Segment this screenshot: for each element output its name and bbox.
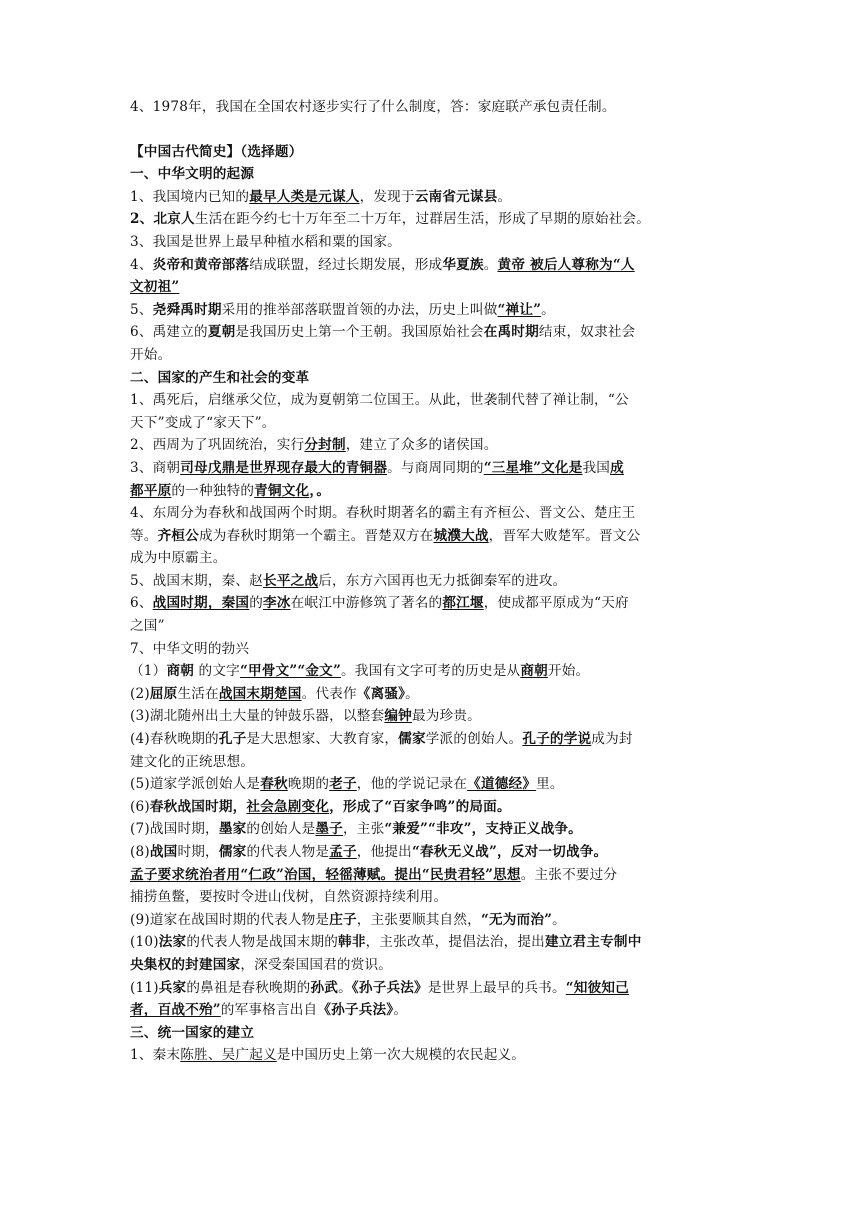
item-mencius: (8)战国时期，儒家的代表人物是孟子，他提出“春秋无义战”，反对一切战争。 bbox=[130, 844, 608, 860]
heading-origins: 一、中华文明的起源 bbox=[130, 166, 255, 183]
section-title: 【中国古代简史】（选择题） bbox=[130, 143, 303, 160]
item-qu-yuan: (2)屈原生活在战国末期楚国。代表作《离骚》。 bbox=[130, 685, 419, 702]
item-dujiangyan: 6、战国时期，秦国的李冰在岷江中游修筑了著名的都江堰，使成都平原成为“天府 bbox=[130, 595, 629, 612]
item-shanrang: 5、尧舜禹时期采用的推举部落联盟首领的办法，历史上叫做“禅让”。 bbox=[130, 301, 555, 318]
item-laozi: (5)道家学派创始人是春秋晚期的老子，他的学说记录在《道德经》里。 bbox=[130, 776, 564, 793]
document-page bbox=[130, 96, 732, 1067]
item-fengjian: 2、西周为了巩固统治，实行分封制，建立了众多的诸侯国。 bbox=[130, 437, 498, 454]
item-changping: 5、战国末期，秦、赵长平之战后，东方六国再也无力抵御秦军的进攻。 bbox=[130, 572, 567, 589]
item-mohism: (7)战国时期，墨家的创始人是墨子，主张“兼爱”“非攻”，支持正义战争。 bbox=[130, 821, 582, 838]
item-xia-dynasty: 6、禹建立的夏朝是我国历史上第一个王朝。我国原始社会在禹时期结束，奴隶社会 bbox=[130, 324, 636, 341]
paragraph-1978-reform: 4、1978年，我国在全国农村逐步实行了什么制度，答：家庭联产承包责任制。 bbox=[130, 99, 616, 115]
item-peking-man: 2、北京人生活在距今约七十万年至二十万年，过群居生活，形成了早期的原始社会。 bbox=[130, 211, 651, 228]
item-eastern-zhou-cont: 等。齐桓公成为春秋时期第一个霸主。晋楚双方在城濮大战，晋军大败楚军。晋文公 bbox=[130, 527, 641, 544]
heading-unification: 三、统一国家的建立 bbox=[130, 1024, 255, 1041]
item-sunzi-cont: 者，百战不殆”的军事格言出自《孙子兵法》。 bbox=[130, 1002, 408, 1019]
item-xia-dynasty-cont: 开始。 bbox=[130, 346, 172, 363]
item-sunzi: (11)兵家的鼻祖是春秋晚期的孙武。《孙子兵法》是世界上最早的兵书。“知彼知己 bbox=[130, 979, 629, 996]
item-mencius-renzheng: 孟子要求统治者用“仁政”治国，轻徭薄赋。提出“民贵君轻”思想。主张不要过分 bbox=[130, 866, 618, 883]
item-oracle-bone: （1）商朝 的文字“甲骨文”“金文”。我国有文字可考的历史是从商朝开始。 bbox=[130, 663, 590, 680]
item-confucius-cont: 建文化的正统思想。 bbox=[130, 753, 255, 770]
item-mencius-cont: 捕捞鱼鳖，要按时令进山伐树，自然资源持续利用。 bbox=[130, 889, 448, 906]
item-bronze-cont: 都平原的一种独特的青铜文化，。 bbox=[130, 482, 331, 499]
item-qi-succession-cont: 天下”变成了“家天下”。 bbox=[130, 414, 276, 431]
item-legalism-cont: 央集权的封建国家，深受秦国国君的赏识。 bbox=[130, 956, 393, 973]
item-civilization-rise: 7、中华文明的勃兴 bbox=[130, 640, 250, 657]
item-yuanmou-man: 1、我国境内已知的最早人类是元谋人，发现于云南省元谋县。 bbox=[130, 188, 512, 205]
item-qi-succession: 1、禹死后，启继承父位，成为夏朝第二位国王。从此，世袭制代替了禅让制，“公 bbox=[130, 392, 629, 409]
item-bianzhong: (3)湖北随州出土大量的钟鼓乐器，以整套编钟最为珍贵。 bbox=[130, 708, 481, 725]
item-bronze: 3、商朝司母戊鼎是世界现存最大的青铜器。与商周同期的“三星堆”文化是我国成 bbox=[130, 459, 624, 476]
item-legalism: (10)法家的代表人物是战国末期的韩非，主张改革，提倡法治，提出建立君主专制中 bbox=[130, 934, 642, 951]
blank-line bbox=[130, 119, 732, 141]
item-hundred-schools: (6)春秋战国时期，社会急剧变化，形成了“百家争鸣”的局面。 bbox=[130, 798, 511, 815]
item-eastern-zhou: 4、东周分为春秋和战国两个时期。春秋时期著名的霸主有齐桓公、晋文公、楚庄王 bbox=[130, 505, 636, 522]
item-zhuangzi: (9)道家在战国时期的代表人物是庄子，主张要顺其自然，“无为而治”。 bbox=[130, 911, 566, 928]
heading-state-formation: 二、国家的产生和社会的变革 bbox=[130, 369, 310, 386]
item-eastern-zhou-end: 成为中原霸主。 bbox=[130, 550, 227, 567]
item-yandi-huangdi: 4、炎帝和黄帝部落结成联盟，经过长期发展，形成华夏族。黄帝 被后人尊称为“人 bbox=[130, 256, 635, 273]
item-rice: 3、我国是世界上最早种植水稻和粟的国家。 bbox=[130, 233, 401, 250]
item-dujiangyan-cont: 之国” bbox=[130, 618, 165, 635]
item-yandi-huangdi-cont: 文初祖” bbox=[130, 279, 180, 296]
item-confucius: (4)春秋晚期的孔子是大思想家、大教育家，儒家学派的创始人。孔子的学说成为封 bbox=[130, 731, 633, 748]
item-chen-sheng-wu-guang: 1、秦末陈胜、吴广起义是中国历史上第一次大规模的农民起义。 bbox=[130, 1047, 526, 1064]
